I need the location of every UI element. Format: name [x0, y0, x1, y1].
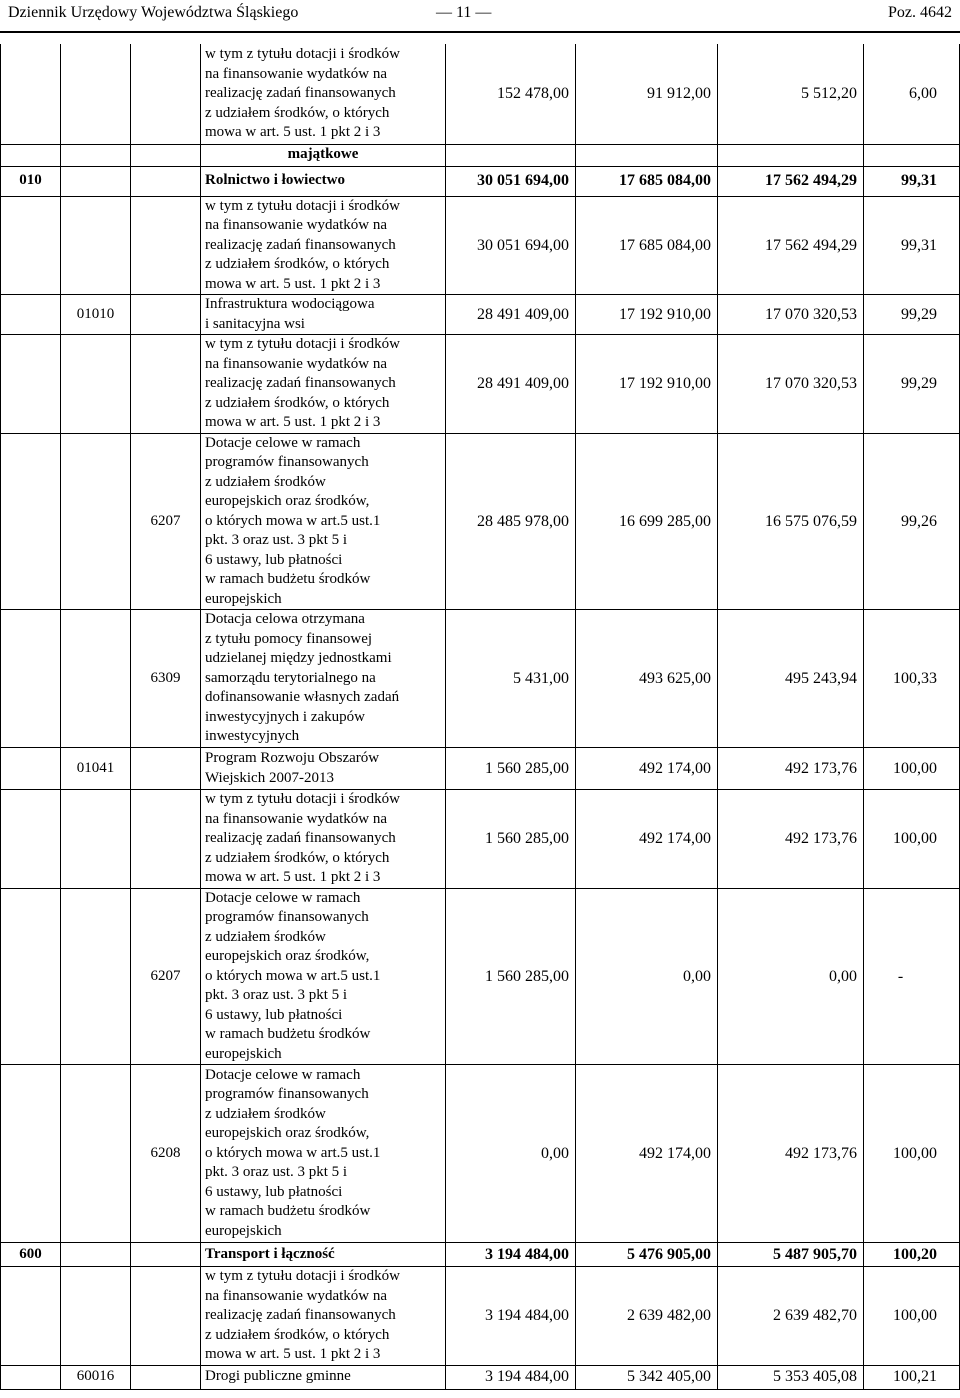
plan-after-changes-cell: 492 174,00 [576, 748, 718, 790]
percent-cell [864, 144, 960, 166]
table-row [1, 433, 960, 610]
table-row [1, 196, 960, 295]
plan-after-changes-cell: 492 174,00 [576, 1065, 718, 1243]
execution-cell: 0,00 [718, 888, 864, 1065]
dzial-cell [1, 144, 61, 166]
rozdzial-cell [61, 335, 131, 434]
table-row [1, 790, 960, 889]
dzial-cell [1, 1365, 61, 1389]
paragraf-cell [131, 144, 201, 166]
plan-after-changes-cell: 5 342 405,00 [576, 1365, 718, 1389]
table-row [1, 1065, 960, 1243]
paragraf-cell: 6207 [131, 433, 201, 610]
rozdzial-cell [61, 790, 131, 889]
plan-initial-cell: 28 491 409,00 [446, 335, 576, 434]
dzial-cell [1, 888, 61, 1065]
execution-cell: 2 639 482,70 [718, 1267, 864, 1366]
percent-cell: 100,00 [864, 790, 960, 889]
paragraf-cell [131, 790, 201, 889]
page-number: — 11 — [436, 4, 492, 21]
rozdzial-cell [61, 166, 131, 196]
paragraf-cell [131, 1365, 201, 1389]
description-cell: Dotacja celowa otrzymana z tytułu pomocy finansowej udzielanej między jednostkami samorządu terytorialnego na dofinansowanie własnych zadań inwestycyjnych i zakupów inwestycyjnych [201, 610, 446, 748]
paragraf-cell [131, 1243, 201, 1267]
plan-initial-cell: 30 051 694,00 [446, 166, 576, 196]
execution-cell: 492 173,76 [718, 748, 864, 790]
percent-cell: 100,00 [864, 1267, 960, 1366]
plan-initial-cell: 3 194 484,00 [446, 1365, 576, 1389]
plan-after-changes-cell: 493 625,00 [576, 610, 718, 748]
description-cell: Dotacje celowe w ramach programów finansowanych z udziałem środków europejskich oraz środków, o których mowa w art.5 ust.1 pkt. 3 oraz ust. 3 pkt 5 i 6 ustawy, lub płatności w ramach budżetu środków europejskich [201, 888, 446, 1065]
description-cell: w tym z tytułu dotacji i środków na finansowanie wydatków na realizację zadań finansowanych z udziałem środków, o których mowa w art. 5 ust. 1 pkt 2 i 3 [201, 335, 446, 434]
dzial-cell [1, 1065, 61, 1243]
table-row [1, 610, 960, 748]
dzial-cell [1, 748, 61, 790]
description-cell: Dotacje celowe w ramach programów finansowanych z udziałem środków europejskich oraz środków, o których mowa w art.5 ust.1 pkt. 3 oraz ust. 3 pkt 5 i 6 ustawy, lub płatności w ramach budżetu środków europejskich [201, 1065, 446, 1243]
rozdzial-cell [61, 1243, 131, 1267]
percent-cell: 100,00 [864, 1065, 960, 1243]
execution-cell: 5 512,20 [718, 44, 864, 144]
rozdzial-cell: 60016 [61, 1365, 131, 1389]
plan-after-changes-cell [576, 144, 718, 166]
execution-cell: 17 562 494,29 [718, 166, 864, 196]
description-cell: w tym z tytułu dotacji i środków na finansowanie wydatków na realizację zadań finansowanych z udziałem środków, o których mowa w art. 5 ust. 1 pkt 2 i 3 [201, 44, 446, 144]
rozdzial-cell [61, 1065, 131, 1243]
dzial-cell [1, 295, 61, 335]
execution-cell: 17 070 320,53 [718, 295, 864, 335]
plan-initial-cell: 152 478,00 [446, 44, 576, 144]
table-row [1, 144, 960, 166]
percent-cell: 99,29 [864, 295, 960, 335]
plan-initial-cell: 30 051 694,00 [446, 196, 576, 295]
percent-cell: 99,31 [864, 196, 960, 295]
dzial-cell [1, 44, 61, 144]
plan-after-changes-cell: 5 476 905,00 [576, 1243, 718, 1267]
table-row [1, 295, 960, 335]
dzial-cell [1, 610, 61, 748]
plan-initial-cell: 28 491 409,00 [446, 295, 576, 335]
table-row [1, 44, 960, 144]
percent-cell: 100,21 [864, 1365, 960, 1389]
paragraf-cell [131, 748, 201, 790]
execution-cell: 16 575 076,59 [718, 433, 864, 610]
description-cell: w tym z tytułu dotacji i środków na finansowanie wydatków na realizację zadań finansowanych z udziałem środków, o których mowa w art. 5 ust. 1 pkt 2 i 3 [201, 196, 446, 295]
page-header [0, 0, 960, 30]
rozdzial-cell [61, 196, 131, 295]
execution-cell: 17 562 494,29 [718, 196, 864, 295]
dzial-cell [1, 433, 61, 610]
plan-after-changes-cell: 2 639 482,00 [576, 1267, 718, 1366]
percent-cell: 100,33 [864, 610, 960, 748]
rozdzial-cell [61, 888, 131, 1065]
dzial-cell: 010 [1, 166, 61, 196]
dzial-cell [1, 196, 61, 295]
dzial-cell [1, 1267, 61, 1366]
table-row [1, 166, 960, 196]
plan-after-changes-cell: 17 192 910,00 [576, 295, 718, 335]
description-cell: Dotacje celowe w ramach programów finansowanych z udziałem środków europejskich oraz środków, o których mowa w art.5 ust.1 pkt. 3 oraz ust. 3 pkt 5 i 6 ustawy, lub płatności w ramach budżetu środków europejskich [201, 433, 446, 610]
paragraf-cell: 6309 [131, 610, 201, 748]
dzial-cell [1, 335, 61, 434]
percent-cell: 99,29 [864, 335, 960, 434]
paragraf-cell [131, 44, 201, 144]
paragraf-cell [131, 1267, 201, 1366]
plan-initial-cell: 28 485 978,00 [446, 433, 576, 610]
paragraf-cell: 6207 [131, 888, 201, 1065]
table-row [1, 888, 960, 1065]
description-cell: Drogi publiczne gminne [201, 1365, 446, 1389]
plan-after-changes-cell: 16 699 285,00 [576, 433, 718, 610]
plan-initial-cell: 5 431,00 [446, 610, 576, 748]
rozdzial-cell: 01041 [61, 748, 131, 790]
plan-after-changes-cell: 91 912,00 [576, 44, 718, 144]
execution-cell: 17 070 320,53 [718, 335, 864, 434]
execution-cell: 492 173,76 [718, 1065, 864, 1243]
position-number: Poz. 4642 [888, 4, 952, 21]
rozdzial-cell [61, 1267, 131, 1366]
table-row [1, 748, 960, 790]
table-row [1, 335, 960, 434]
plan-initial-cell: 1 560 285,00 [446, 888, 576, 1065]
dzial-cell [1, 790, 61, 889]
percent-cell: 100,00 [864, 748, 960, 790]
percent-cell: 6,00 [864, 44, 960, 144]
execution-cell: 495 243,94 [718, 610, 864, 748]
plan-after-changes-cell: 0,00 [576, 888, 718, 1065]
table-row [1, 1365, 960, 1389]
percent-cell: 99,26 [864, 433, 960, 610]
description-cell: Infrastruktura wodociągowa i sanitacyjna wsi [201, 295, 446, 335]
execution-cell: 492 173,76 [718, 790, 864, 889]
description-cell: majątkowe [201, 144, 446, 166]
plan-after-changes-cell: 17 685 084,00 [576, 166, 718, 196]
header-rule [0, 31, 960, 33]
percent-cell: 100,20 [864, 1243, 960, 1267]
plan-initial-cell: 1 560 285,00 [446, 748, 576, 790]
paragraf-cell [131, 196, 201, 295]
plan-initial-cell: 3 194 484,00 [446, 1243, 576, 1267]
execution-cell: 5 353 405,08 [718, 1365, 864, 1389]
dzial-cell: 600 [1, 1243, 61, 1267]
budget-table [0, 44, 960, 1390]
table-row [1, 1267, 960, 1366]
percent-cell: - [864, 888, 960, 1065]
paragraf-cell [131, 335, 201, 434]
description-cell: Rolnictwo i łowiectwo [201, 166, 446, 196]
rozdzial-cell [61, 610, 131, 748]
rozdzial-cell [61, 433, 131, 610]
paragraf-cell: 6208 [131, 1065, 201, 1243]
plan-initial-cell: 3 194 484,00 [446, 1267, 576, 1366]
rozdzial-cell: 01010 [61, 295, 131, 335]
execution-cell [718, 144, 864, 166]
journal-title: Dziennik Urzędowy Województwa Śląskiego [8, 4, 299, 21]
execution-cell: 5 487 905,70 [718, 1243, 864, 1267]
paragraf-cell [131, 166, 201, 196]
plan-after-changes-cell: 17 685 084,00 [576, 196, 718, 295]
description-cell: Program Rozwoju Obszarów Wiejskich 2007-2013 [201, 748, 446, 790]
plan-initial-cell: 1 560 285,00 [446, 790, 576, 889]
paragraf-cell [131, 295, 201, 335]
percent-cell: 99,31 [864, 166, 960, 196]
table-row [1, 1243, 960, 1267]
description-cell: w tym z tytułu dotacji i środków na finansowanie wydatków na realizację zadań finansowanych z udziałem środków, o których mowa w art. 5 ust. 1 pkt 2 i 3 [201, 1267, 446, 1366]
rozdzial-cell [61, 144, 131, 166]
plan-after-changes-cell: 492 174,00 [576, 790, 718, 889]
plan-initial-cell [446, 144, 576, 166]
description-cell: w tym z tytułu dotacji i środków na finansowanie wydatków na realizację zadań finansowanych z udziałem środków, o których mowa w art. 5 ust. 1 pkt 2 i 3 [201, 790, 446, 889]
table-body [1, 44, 960, 1389]
description-cell: Transport i łączność [201, 1243, 446, 1267]
plan-after-changes-cell: 17 192 910,00 [576, 335, 718, 434]
plan-initial-cell: 0,00 [446, 1065, 576, 1243]
rozdzial-cell [61, 44, 131, 144]
